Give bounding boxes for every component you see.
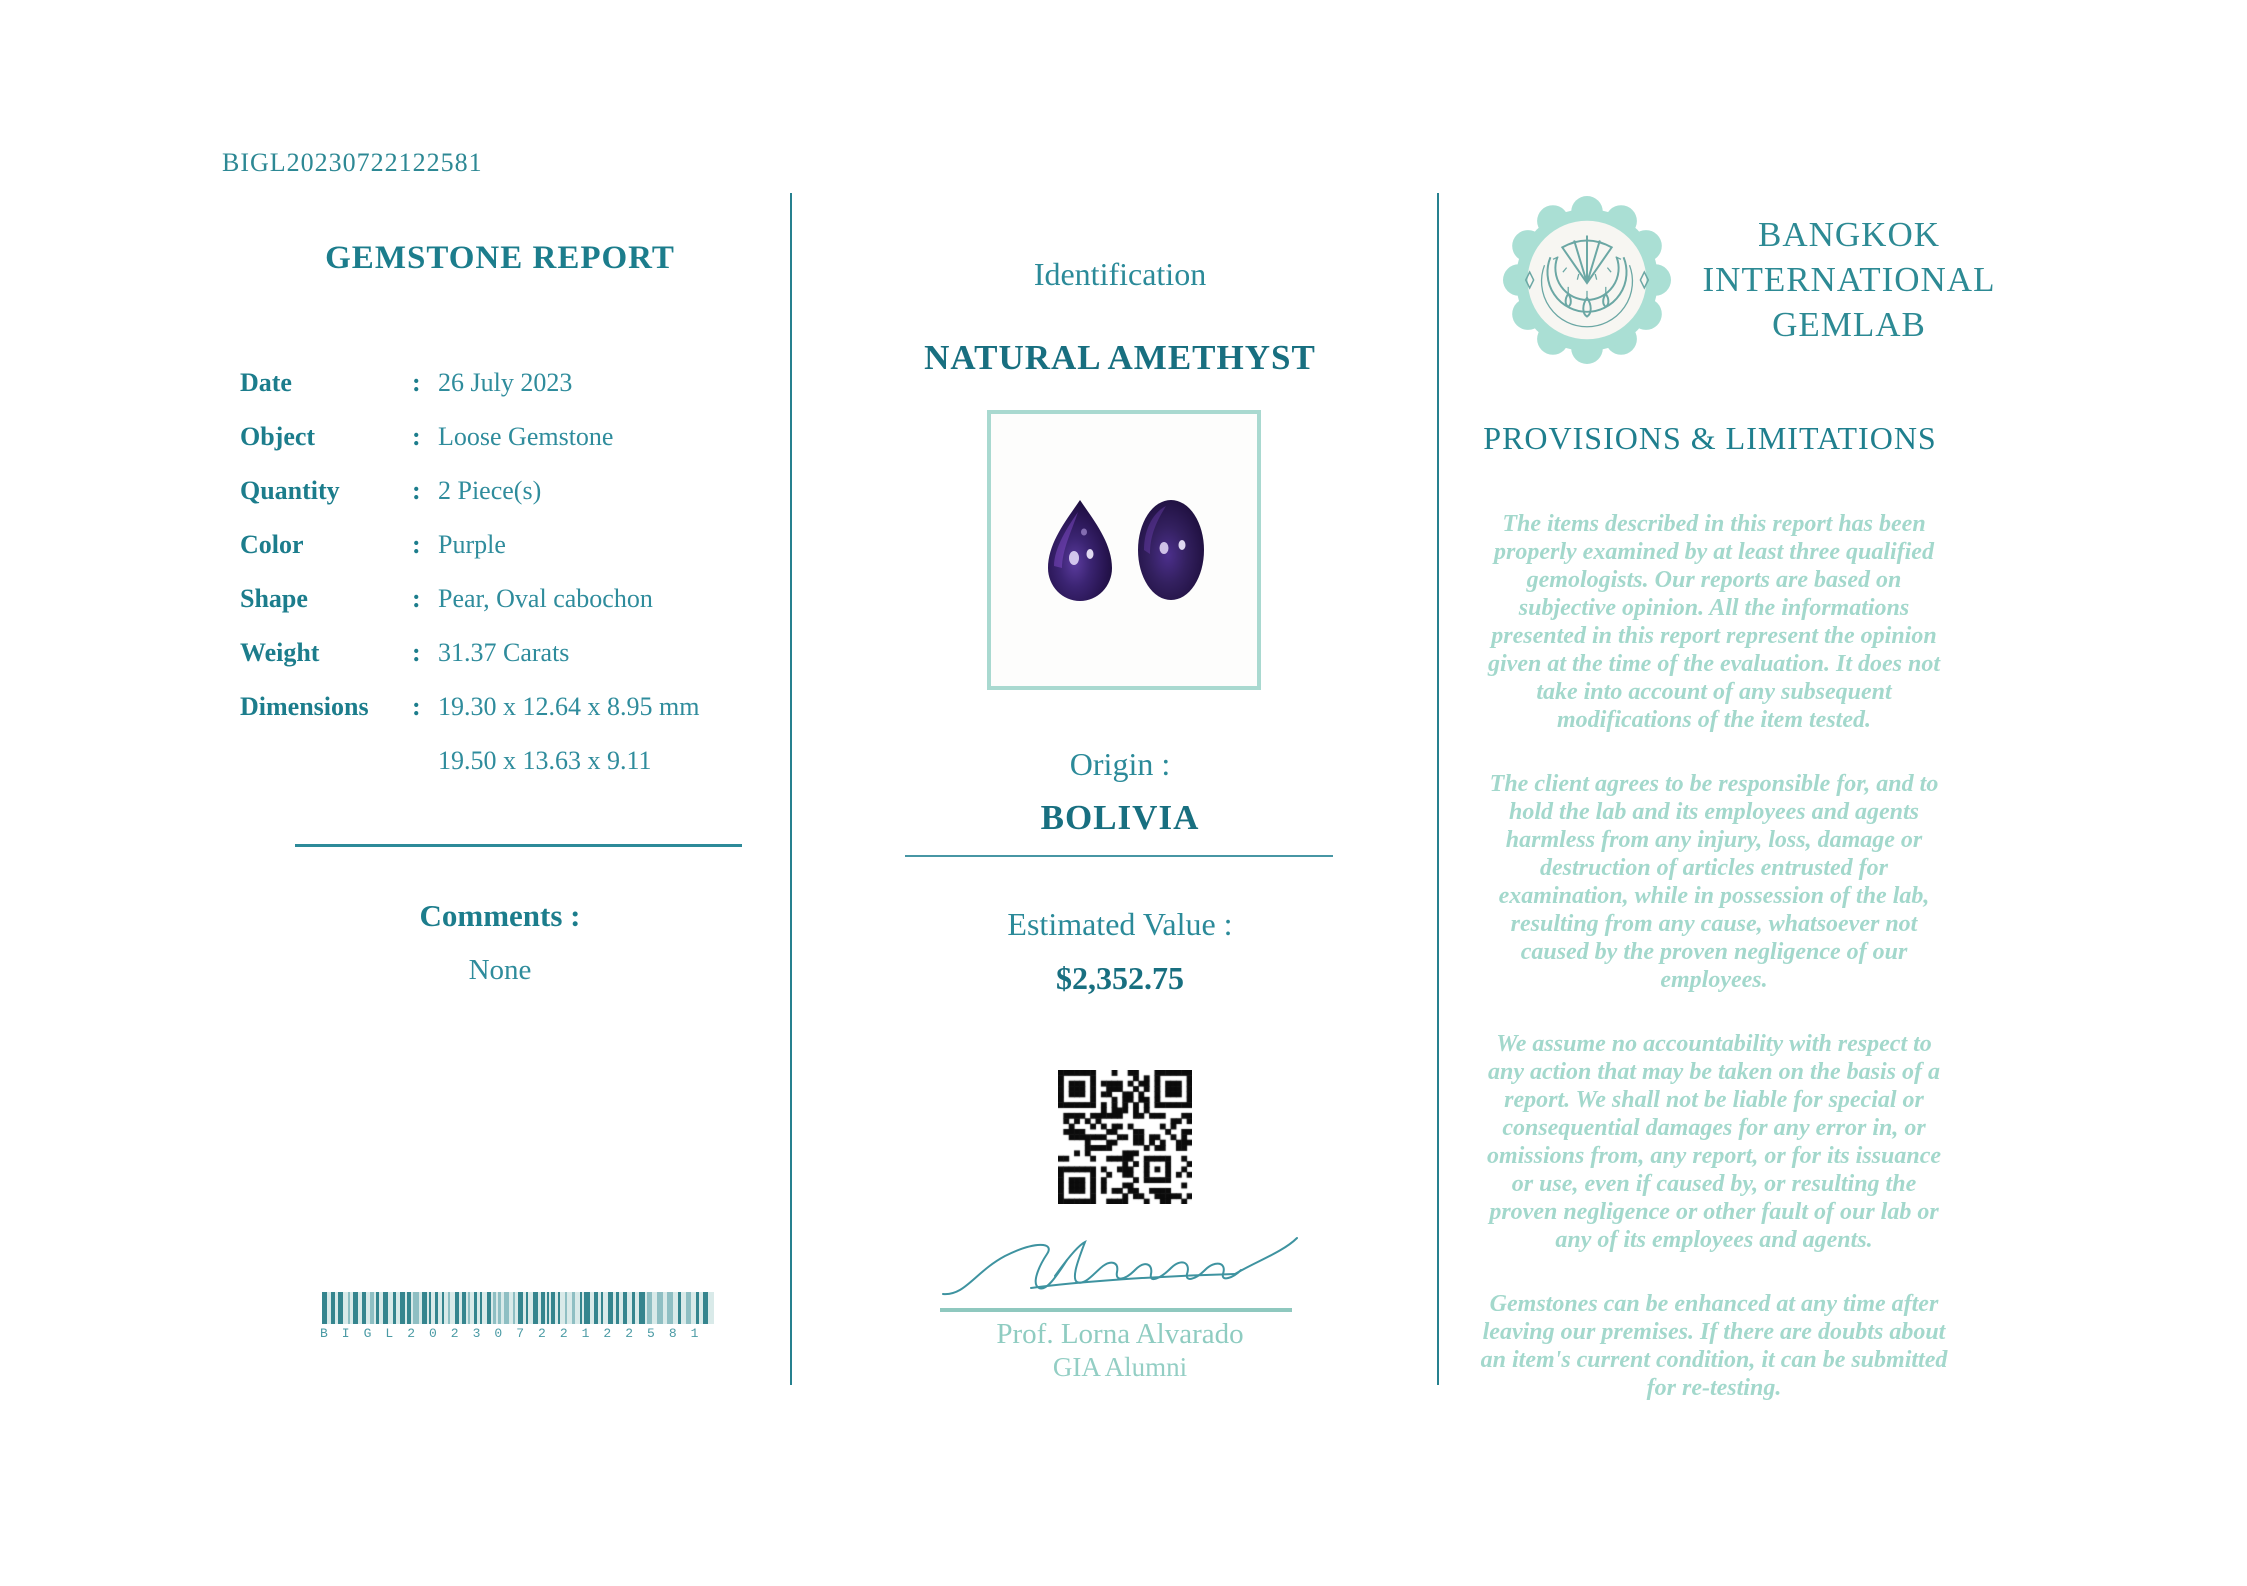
- origin-value: BOLIVIA: [1040, 798, 1200, 837]
- table-row: [240, 626, 770, 680]
- lab-name-line: INTERNATIONAL: [1702, 260, 1996, 299]
- colon: :: [412, 368, 421, 397]
- lab-name-line: GEMLAB: [1772, 305, 1926, 344]
- table-row: [240, 572, 770, 626]
- field-value-quantity: 2 Piece(s): [438, 476, 542, 505]
- left-panel-divider: [295, 844, 742, 847]
- table-row: [240, 518, 770, 572]
- table-row: [240, 410, 770, 464]
- table-row: [240, 356, 770, 410]
- oval-gem-image: [1136, 498, 1206, 602]
- table-row: [240, 464, 770, 518]
- colon: :: [412, 422, 421, 451]
- gemlab-logo-icon: [1503, 196, 1671, 364]
- gem-attribute-table: [240, 356, 770, 788]
- gem-identification: NATURAL AMETHYST: [924, 338, 1316, 377]
- column-divider-left: [790, 193, 792, 1385]
- field-value-dimensions-2: 19.50 x 13.63 x 9.11: [438, 746, 652, 775]
- provisions-paragraph: The items described in this report has been properly examined by at least three qualified gemologists. Our reports are based on subjective opinion. All the informations presented in this report represent the opinion given at the time of the evaluation. It does not take into account of any subsequent modifications of the item tested.: [1488, 511, 1940, 733]
- field-value-color: Purple: [438, 530, 506, 559]
- comments-value: None: [468, 954, 532, 986]
- origin-heading: Origin :: [1069, 746, 1171, 782]
- gemstone-photo: [987, 410, 1261, 690]
- field-label-quantity: Quantity: [240, 476, 340, 505]
- report-number: BIGL20230722122581: [222, 148, 483, 177]
- field-value-object: Loose Gemstone: [438, 422, 614, 451]
- qr-code: [1058, 1070, 1192, 1204]
- provisions-paragraph: The client agrees to be responsible for, and to hold the lab and its employees and agents harmless from any injury, loss, damage or destruction of articles entrusted for examination, while in possession of the lab, resulting from any cause, whatsoever not caused by the proven negligence of our employees.: [1489, 771, 1939, 993]
- table-row: [240, 680, 770, 734]
- field-label-dimensions: Dimensions: [240, 692, 369, 721]
- center-panel-divider: [905, 855, 1333, 857]
- provisions-paragraph: Gemstones can be enhanced at any time after leaving our premises. If there are doubts about an item's current condition, it can be submitted for re-testing.: [1480, 1291, 1948, 1401]
- provisions-paragraph: We assume no accountability with respect to any action that may be taken on the basis of a report. We shall not be liable for special or consequential damages for any error in, or omissions from, any report, or for its issuance or use, even if caused by, or resulting the proven negligence or other fault of our lab or any of its employees and agents.: [1486, 1031, 1942, 1253]
- colon: :: [412, 476, 421, 505]
- field-value-shape: Pear, Oval cabochon: [438, 584, 653, 613]
- signature: [935, 1232, 1305, 1312]
- provisions-text: [1478, 510, 1950, 1438]
- report-title: GEMSTONE REPORT: [325, 240, 675, 276]
- colon: :: [412, 530, 421, 559]
- column-divider-right: [1437, 193, 1439, 1385]
- lab-name: [1688, 212, 2010, 347]
- field-value-dimensions: 19.30 x 12.64 x 8.95 mm: [438, 692, 700, 721]
- estimated-value-heading: Estimated Value :: [1007, 906, 1233, 942]
- field-label-object: Object: [240, 422, 316, 451]
- table-row: [240, 734, 770, 788]
- barcode: [322, 1292, 714, 1324]
- field-label-weight: Weight: [240, 638, 320, 667]
- field-value-weight: 31.37 Carats: [438, 638, 570, 667]
- field-label-color: Color: [240, 530, 304, 559]
- signature-underline: [940, 1308, 1292, 1312]
- colon: :: [412, 584, 421, 613]
- field-label-shape: Shape: [240, 584, 308, 613]
- field-value-date: 26 July 2023: [438, 368, 573, 397]
- pear-gem-image: [1042, 496, 1118, 604]
- field-label-date: Date: [240, 368, 292, 397]
- comments-heading: Comments :: [419, 898, 581, 933]
- signatory-name: Prof. Lorna Alvarado: [996, 1318, 1244, 1350]
- colon: :: [412, 638, 421, 667]
- estimated-value: $2,352.75: [1056, 960, 1184, 996]
- colon: :: [412, 692, 421, 721]
- provisions-heading: PROVISIONS & LIMITATIONS: [1483, 420, 1937, 456]
- barcode-text: BIGL20230722122581: [320, 1326, 713, 1341]
- identification-heading: Identification: [1033, 256, 1207, 292]
- lab-name-line: BANGKOK: [1758, 215, 1940, 254]
- signatory-title: GIA Alumni: [1052, 1352, 1188, 1382]
